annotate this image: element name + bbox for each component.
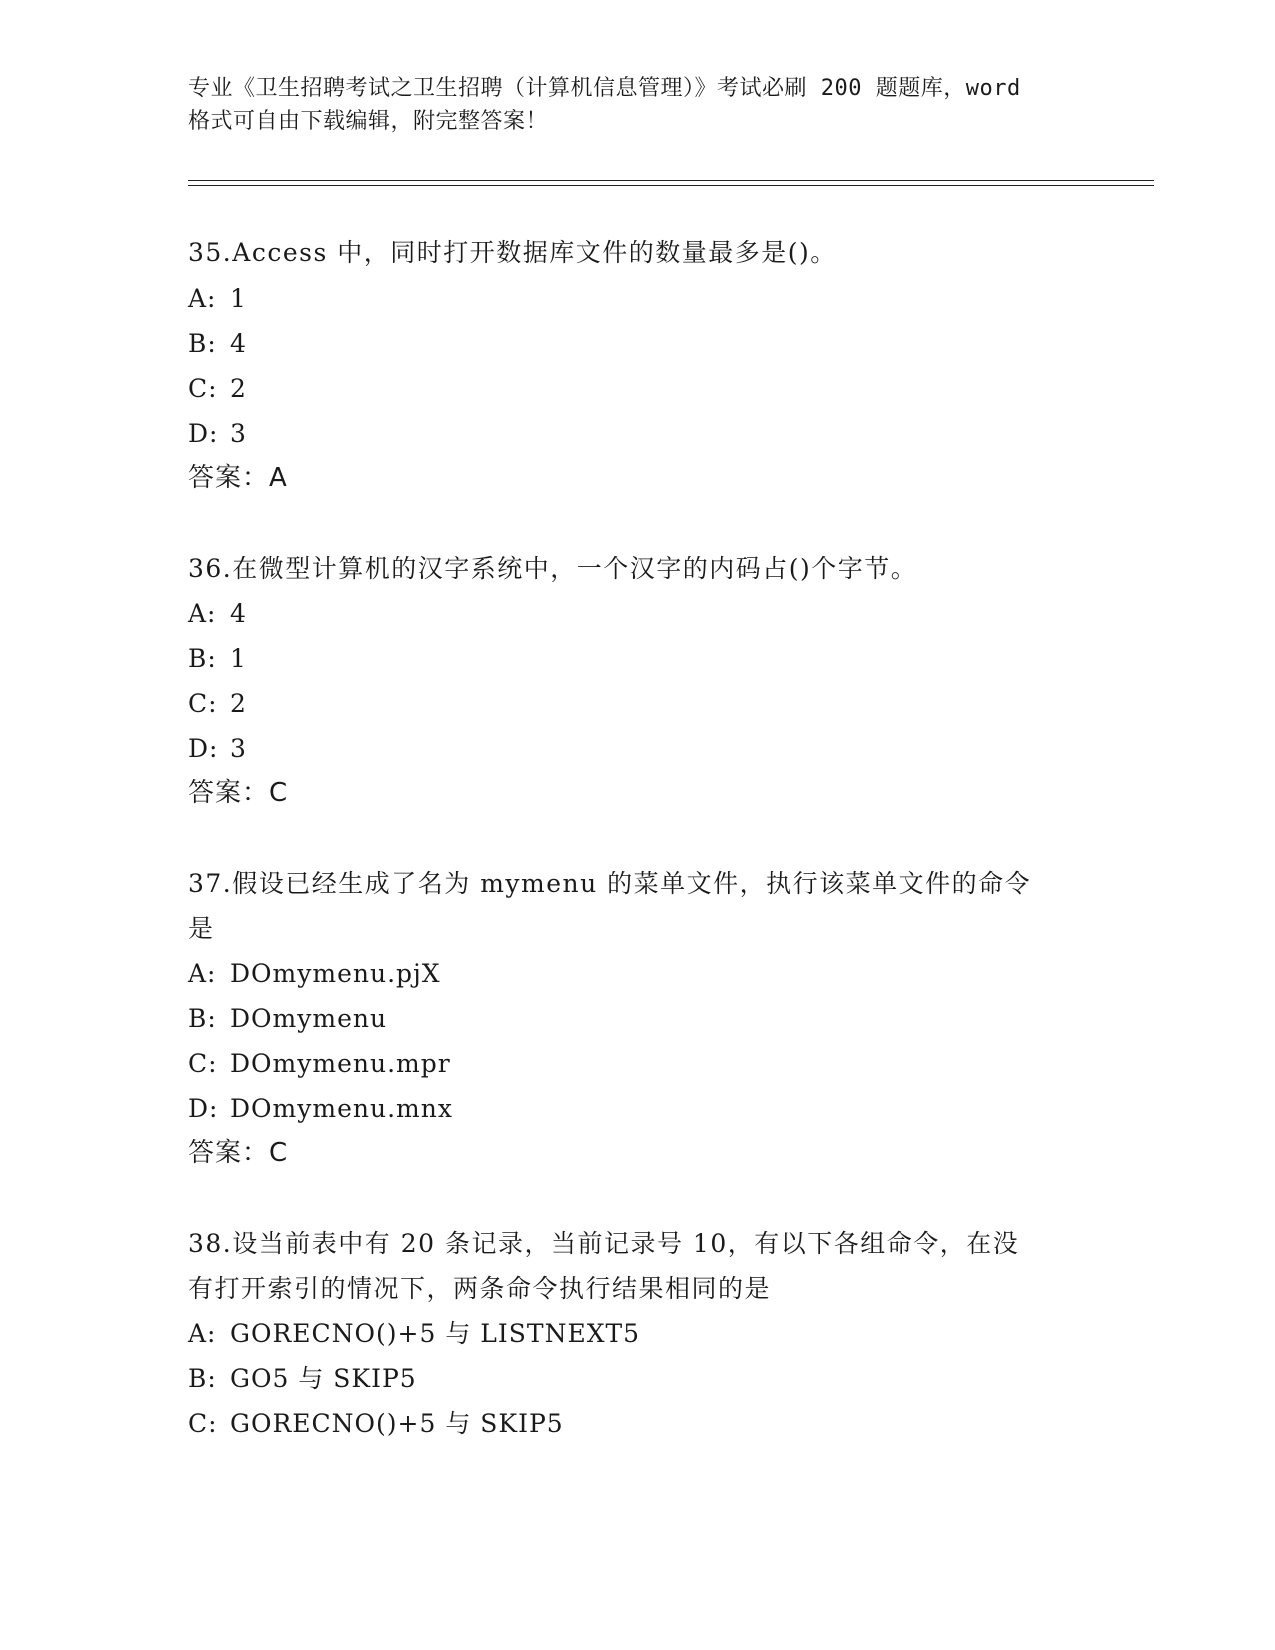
question-title: 38.设当前表中有 20 条记录，当前记录号 10，有以下各组命令，在没 [188, 1229, 1020, 1258]
answer-label: 答案：C [188, 778, 289, 808]
question-title: 36.在微型计算机的汉字系统中，一个汉字的内码占()个字节。 [188, 554, 918, 583]
option-text: DOmymenu.mpr [230, 1049, 451, 1078]
option-d [188, 732, 247, 766]
question-title: 37.假设已经生成了名为 mymenu 的菜单文件，执行该菜单文件的命令 [188, 869, 1032, 898]
option-a [188, 597, 247, 631]
option-text: 3 [230, 734, 247, 763]
option-b [188, 642, 247, 676]
question-title-continued: 是 [188, 914, 215, 943]
option-text: 4 [230, 599, 247, 628]
option-key: D: [188, 734, 219, 763]
option-key: C: [188, 1409, 218, 1438]
option-text: DOmymenu.pjX [230, 959, 441, 988]
option-text: 2 [230, 689, 247, 718]
option-c [188, 1407, 564, 1441]
option-b [188, 1002, 387, 1036]
option-key: C: [188, 374, 218, 403]
option-a [188, 957, 441, 991]
option-text: GORECNO()+5 与 SKIP5 [230, 1409, 564, 1438]
option-text: 2 [230, 374, 247, 403]
option-text: GO5 与 SKIP5 [230, 1364, 417, 1393]
option-b [188, 327, 247, 361]
option-key: B: [188, 644, 217, 673]
header-divider-top [188, 180, 1154, 181]
document-header [188, 72, 1088, 138]
option-key: D: [188, 1094, 219, 1123]
option-key: A: [188, 959, 217, 988]
option-key: B: [188, 1004, 217, 1033]
option-text: 1 [230, 284, 247, 313]
answer-label: 答案：C [188, 1138, 289, 1168]
option-key: A: [188, 284, 217, 313]
header-divider-bottom [188, 185, 1154, 186]
option-key: A: [188, 1319, 217, 1348]
answer-label: 答案：A [188, 463, 288, 493]
option-c [188, 1047, 451, 1081]
header-line-2: 格式可自由下载编辑，附完整答案！ [188, 109, 549, 134]
option-b [188, 1362, 417, 1396]
option-d [188, 417, 247, 451]
option-text: GORECNO()+5 与 LISTNEXT5 [230, 1319, 641, 1348]
option-key: A: [188, 599, 217, 628]
option-key: B: [188, 329, 217, 358]
option-a [188, 282, 247, 316]
option-key: B: [188, 1364, 217, 1393]
option-key: C: [188, 1049, 218, 1078]
option-a [188, 1317, 640, 1351]
option-text: DOmymenu [230, 1004, 388, 1033]
option-key: D: [188, 419, 219, 448]
option-c [188, 372, 247, 406]
question-title: 35.Access 中，同时打开数据库文件的数量最多是()。 [188, 238, 837, 267]
option-text: 3 [230, 419, 247, 448]
option-text: 1 [230, 644, 247, 673]
question-title-continued: 有打开索引的情况下，两条命令执行结果相同的是 [188, 1274, 772, 1303]
option-d [188, 1092, 453, 1126]
option-key: C: [188, 689, 218, 718]
option-c [188, 687, 247, 721]
header-line-1: 专业《卫生招聘考试之卫生招聘（计算机信息管理）》考试必刷 200 题题库，word [188, 76, 1021, 101]
option-text: 4 [230, 329, 247, 358]
option-text: DOmymenu.mnx [230, 1094, 453, 1123]
